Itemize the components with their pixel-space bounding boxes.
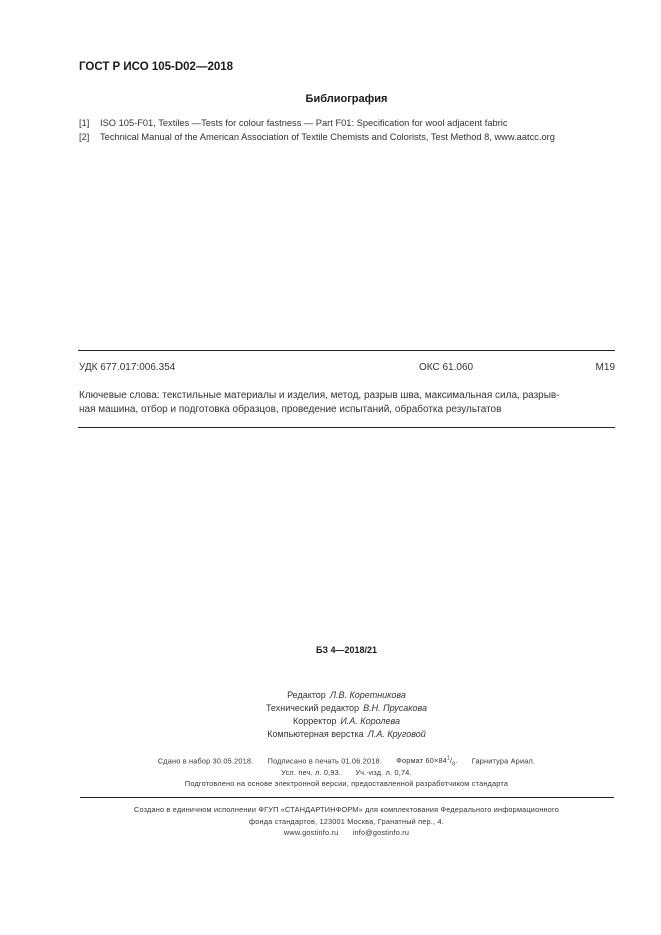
staff-editor: [0, 690, 661, 700]
staff-name: И.А. Королева: [340, 716, 400, 726]
format: Формат $60\times 84^1/_8$.: [396, 756, 458, 768]
signed-date: Подписано в печать 01.06.2018.: [267, 756, 382, 766]
bibliography-item-number: [2]: [79, 132, 90, 142]
staff-tech-editor: [0, 703, 661, 713]
typeface: Гарнитура Ариал.: [471, 756, 536, 766]
staff-role: Редактор: [287, 690, 326, 700]
staff-role: Корректор: [293, 716, 337, 726]
bibliography-item: [79, 132, 555, 142]
prepared-note: Подготовлено на основе электронной версии, предоставленной разработчиком стандарта: [184, 779, 509, 788]
submitted-date: Сдано в набор 30.05.2018.: [157, 756, 254, 766]
keywords-line: ная машина, отбор и подготовка образцов, проведение испытаний, обработка результатов: [79, 404, 502, 415]
keywords-line: Ключевые слова: текстильные материалы и изделия, метод, разрыв шва, максимальная сила, разрыв-: [79, 390, 560, 401]
footer-line: фонда стандартов, 123001 Москва, Гранатный пер., 4.: [249, 817, 444, 826]
staff-role: Технический редактор: [265, 703, 360, 713]
staff-name: В.Н. Прусакова: [363, 703, 428, 713]
email-link[interactable]: info@gostinfo.ru: [352, 828, 410, 837]
group-code: М19: [595, 362, 615, 373]
bz-number: БЗ 4—2018/21: [315, 645, 378, 655]
print-sheets: Усл. печ. л. 0,93.: [281, 768, 342, 777]
udk-code: УДК 677.017:006.354: [79, 362, 176, 373]
publisher-sheets: Уч.-изд. л. 0,74.: [355, 768, 412, 777]
keywords: [79, 389, 615, 417]
staff-name: Л.В. Коретникова: [329, 690, 406, 700]
website-link[interactable]: www.gostinfo.ru: [283, 828, 339, 837]
sheet-details: [0, 768, 661, 777]
staff-role: Компьютерная верстка: [267, 729, 364, 739]
bibliography-title: Библиография: [305, 93, 388, 105]
bibliography-item-text: ISO 105-F01, Textiles —Tests for colour fastness — Part F01: Specification for wool adjacent fabric: [100, 118, 508, 128]
staff-name: Л.А. Круговой: [367, 729, 426, 739]
footer-contacts: [0, 828, 661, 837]
bibliography-item-text: Technical Manual of the American Association of Textile Chemists and Colorists, Test Method 8, www.aatcc.org: [100, 132, 555, 142]
bibliography-item-number: [1]: [79, 118, 90, 128]
oks-code: ОКС 61.060: [419, 362, 474, 373]
standard-code: ГОСТ Р ИСО 105-D02—2018: [79, 61, 234, 73]
divider-top: [78, 350, 615, 351]
print-details: [0, 756, 661, 768]
staff-layout: [0, 729, 661, 739]
divider-footer: [80, 797, 614, 798]
divider-bottom: [78, 427, 615, 428]
staff-corrector: [0, 716, 661, 726]
footer-line: Создано в единичном исполнении ФГУП «СТАНДАРТИНФОРМ» для комплектования Федерального информационного: [133, 805, 560, 814]
bibliography-item: [79, 118, 508, 128]
